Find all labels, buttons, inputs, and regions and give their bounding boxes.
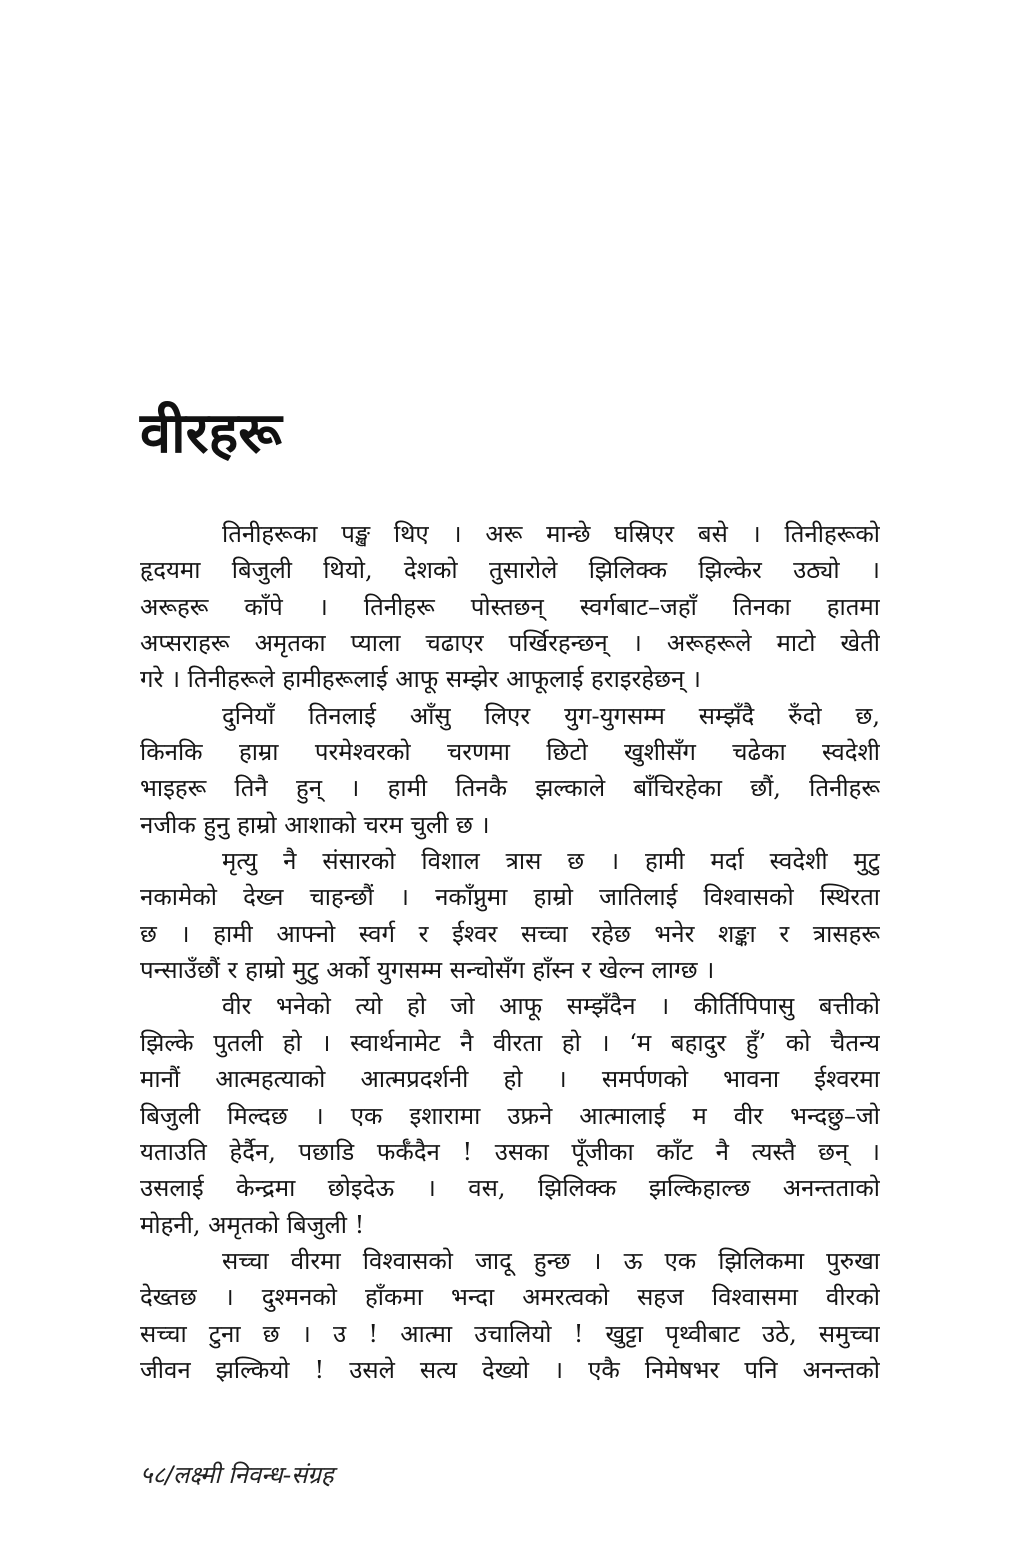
text-line: मोहनी, अमृतको बिजुली !: [140, 1210, 365, 1239]
text-line: अरूहरू काँपे । तिनीहरू पोस्तछन् स्वर्गबाट–जहाँ तिनका हातमा: [140, 592, 880, 621]
text-line: मृत्यु नै संसारको विशाल त्रास छ । हामी मर्दा स्वदेशी मुटु: [222, 847, 880, 876]
body-text: [140, 516, 880, 1388]
text-line: अप्सराहरू अमृतका प्याला चढाएर पर्खिरहन्छन् । अरूहरूले माटो खेती: [140, 629, 880, 658]
text-line: वीर भनेको त्यो हो जो आफू सम्झँदैन । कीर्तिपिपासु बत्तीको: [222, 992, 880, 1021]
text-line: छ । हामी आफ्नो स्वर्ग र ईश्वर सच्चा रहेछ भनेर शङ्का र त्रासहरू: [140, 919, 880, 948]
text-line: नकामेको देख्न चाहन्छौं । नकाँप्नुमा हाम्रो जातिलाई विश्वासको स्थिरता: [140, 883, 880, 912]
text-line: मानौं आत्महत्याको आत्मप्रदर्शनी हो । समर्पणको भावना ईश्वरमा: [140, 1065, 880, 1094]
text-line: नजीक हुनु हाम्रो आशाको चरम चुली छ ।: [140, 810, 490, 839]
text-line: दुनियाँ तिनलाई आँसु लिएर युग-युगसम्म सम्झँदै रुँदो छ,: [222, 701, 880, 730]
text-line: पन्साउँछौं र हाम्रो मुटु अर्को युगसम्म सन्चोसँग हाँस्न र खेल्न लाग्छ ।: [140, 956, 715, 985]
text-line: किनकि हाम्रा परमेश्वरको चरणमा छिटो खुशीसँग चढेका स्वदेशी: [140, 738, 880, 767]
text-line: उसलाई केन्द्रमा छोइदेऊ । वस, झिलिक्क झल्किहाल्छ अनन्तताको: [140, 1174, 880, 1203]
text-line: हृदयमा बिजुली थियो, देशको तुसारोले झिलिक्क झिल्केर उठ्यो ।: [140, 556, 880, 585]
page-footer: ५८/लक्ष्मी निवन्ध-संग्रह: [140, 1461, 334, 1489]
text-line: सच्चा वीरमा विश्वासको जादू हुन्छ । ऊ एक झिलिकमा पुरुखा: [222, 1246, 880, 1275]
text-line: तिनीहरूका पङ्ख थिए । अरू मान्छे घस्रिएर बसे । तिनीहरूको: [222, 520, 880, 548]
text-line: देख्तछ । दुश्मनको हाँकमा भन्दा अमरत्वको सहज विश्वासमा वीरको: [140, 1283, 880, 1312]
text-line: बिजुली मिल्दछ । एक इशारामा उफ्रने आत्मालाई म वीर भन्दछु–जो: [140, 1101, 880, 1130]
text-line: जीवन झल्कियो ! उसले सत्य देख्यो । एकै निमेषभर पनि अनन्तको: [140, 1355, 880, 1384]
chapter-title: वीरहरू: [140, 401, 282, 466]
text-line: झिल्के पुतली हो । स्वार्थनामेट नै वीरता हो । ‘म बहादुर हुँ’ को चैतन्य: [140, 1028, 880, 1057]
text-line: भाइहरू तिनै हुन् । हामी तिनकै झल्काले बाँचिरहेका छौं, तिनीहरू: [140, 774, 880, 803]
text-line: गरे । तिनीहरूले हामीहरूलाई आफू सम्झेर आफूलाई हराइरहेछन् ।: [140, 665, 702, 694]
text-line: यताउति हेर्दैन, पछाडि फर्कँदैन ! उसका पूँजीका काँट नै त्यस्तै छन् ।: [140, 1137, 880, 1166]
text-line: सच्चा टुना छ । उ ! आत्मा उचालियो ! खुट्टा पृथ्वीबाट उठे, समुच्चा: [140, 1319, 880, 1348]
